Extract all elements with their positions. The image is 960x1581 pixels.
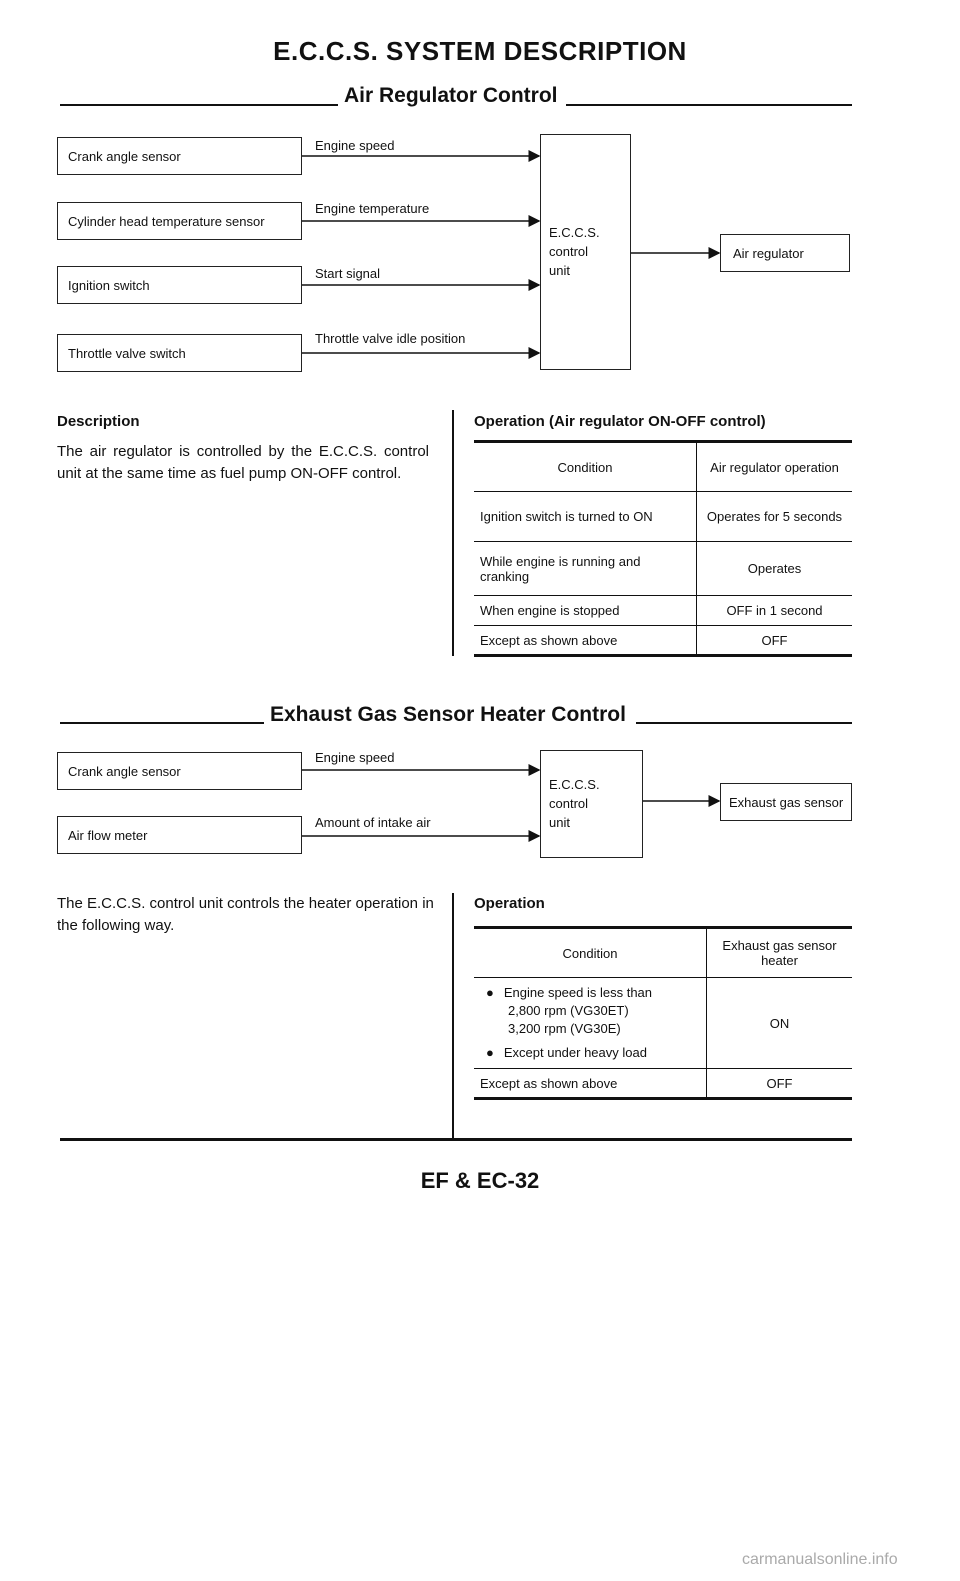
section-rule-right (636, 722, 852, 724)
table-header-row (474, 928, 852, 978)
watermark: carmanualsonline.info (742, 1551, 898, 1568)
exhaust-heater-heading: Exhaust Gas Sensor Heater Control (270, 703, 626, 726)
output-exhaust-gas-sensor (720, 783, 852, 821)
ecu-line: control (549, 796, 589, 811)
heater-description-text: The E.C.C.S. control unit controls the heater operation in the following way. (57, 895, 434, 934)
header-condition: Condition (474, 928, 707, 978)
ecu-control-unit-2 (540, 750, 643, 858)
description-text: The air regulator is controlled by the E.C.C.S. control unit at the same time as fuel pump ON-OFF control. (57, 443, 429, 482)
ecu-line: unit (549, 263, 570, 278)
table-cell: OFF in 1 second (726, 603, 823, 618)
output-label: Air regulator (733, 245, 804, 261)
description-heading: Description (57, 413, 140, 430)
column-divider (452, 410, 454, 656)
header-condition: Condition (474, 442, 697, 492)
signal-intake-air: Amount of intake air (315, 815, 431, 830)
input-label: Ignition switch (68, 277, 150, 293)
table-row (474, 626, 852, 656)
bullet-dot-icon: ● (486, 1045, 494, 1060)
table-row (474, 978, 852, 1069)
signal-engine-speed-2: Engine speed (315, 750, 395, 765)
table-cell: While engine is running and cranking (474, 542, 697, 596)
ecu-line: E.C.C.S. (549, 225, 600, 240)
heater-operation-heading: Operation (474, 895, 545, 912)
input-label: Throttle valve switch (68, 345, 186, 361)
header-heater: Exhaust gas sensor heater (722, 938, 837, 968)
input-label: Crank angle sensor (68, 763, 181, 779)
table-cell: OFF (766, 1075, 793, 1091)
bullet-dot-icon: ● (486, 985, 494, 1000)
table-cell: Operates (747, 561, 802, 576)
input-air-flow-meter (57, 816, 302, 854)
table-cell: ON (769, 1015, 790, 1031)
signal-start-signal: Start signal (315, 266, 381, 281)
bullet-item (480, 984, 700, 1002)
bullet-subtext: 3,200 rpm (VG30E) (508, 1021, 621, 1036)
input-crank-angle-sensor-2 (57, 752, 302, 790)
table-cell: OFF (761, 632, 788, 648)
input-label: Air flow meter (68, 827, 148, 843)
air-regulator-table (474, 440, 852, 657)
table-cell: Ignition switch is turned to ON (474, 492, 697, 542)
table-cell: Operates for 5 seconds (706, 509, 843, 524)
table-row (474, 596, 852, 626)
ecu-line: E.C.C.S. (549, 777, 600, 792)
table-row (474, 492, 852, 542)
ecu-line: unit (549, 815, 570, 830)
column-divider-2 (452, 893, 454, 1141)
input-label: Crank angle sensor (68, 148, 181, 164)
signal-throttle-idle-position: Throttle valve idle position (315, 331, 466, 346)
table-row (474, 542, 852, 596)
operation-heading: Operation (Air regulator ON-OFF control) (474, 413, 766, 430)
input-label: Cylinder head temperature sensor (68, 213, 265, 229)
table-row (474, 1069, 852, 1099)
table-cell: When engine is stopped (474, 596, 697, 626)
bullet-subtext: 2,800 rpm (VG30ET) (508, 1003, 629, 1018)
page-title: E.C.C.S. SYSTEM DESCRIPTION (273, 36, 687, 66)
exhaust-heater-table (474, 926, 852, 1100)
table-cell (474, 978, 707, 1069)
signal-engine-speed: Engine speed (315, 138, 395, 153)
ecu-line: control (549, 244, 589, 259)
table-header-row (474, 442, 852, 492)
air-regulator-heading: Air Regulator Control (344, 84, 558, 107)
table-cell: Except as shown above (474, 626, 697, 656)
bullet-text: Engine speed is less than (503, 985, 653, 1000)
bottom-rule (60, 1138, 852, 1141)
bullet-item (480, 1044, 700, 1062)
section-rule-left (60, 722, 264, 724)
page-number: EF & EC-32 (420, 1168, 540, 1193)
table-cell: Except as shown above (474, 1069, 707, 1099)
signal-engine-temperature: Engine temperature (315, 201, 430, 216)
output-label: Exhaust gas sensor (729, 794, 844, 810)
header-operation: Air regulator operation (710, 459, 839, 475)
bullet-text: Except under heavy load (503, 1045, 647, 1060)
